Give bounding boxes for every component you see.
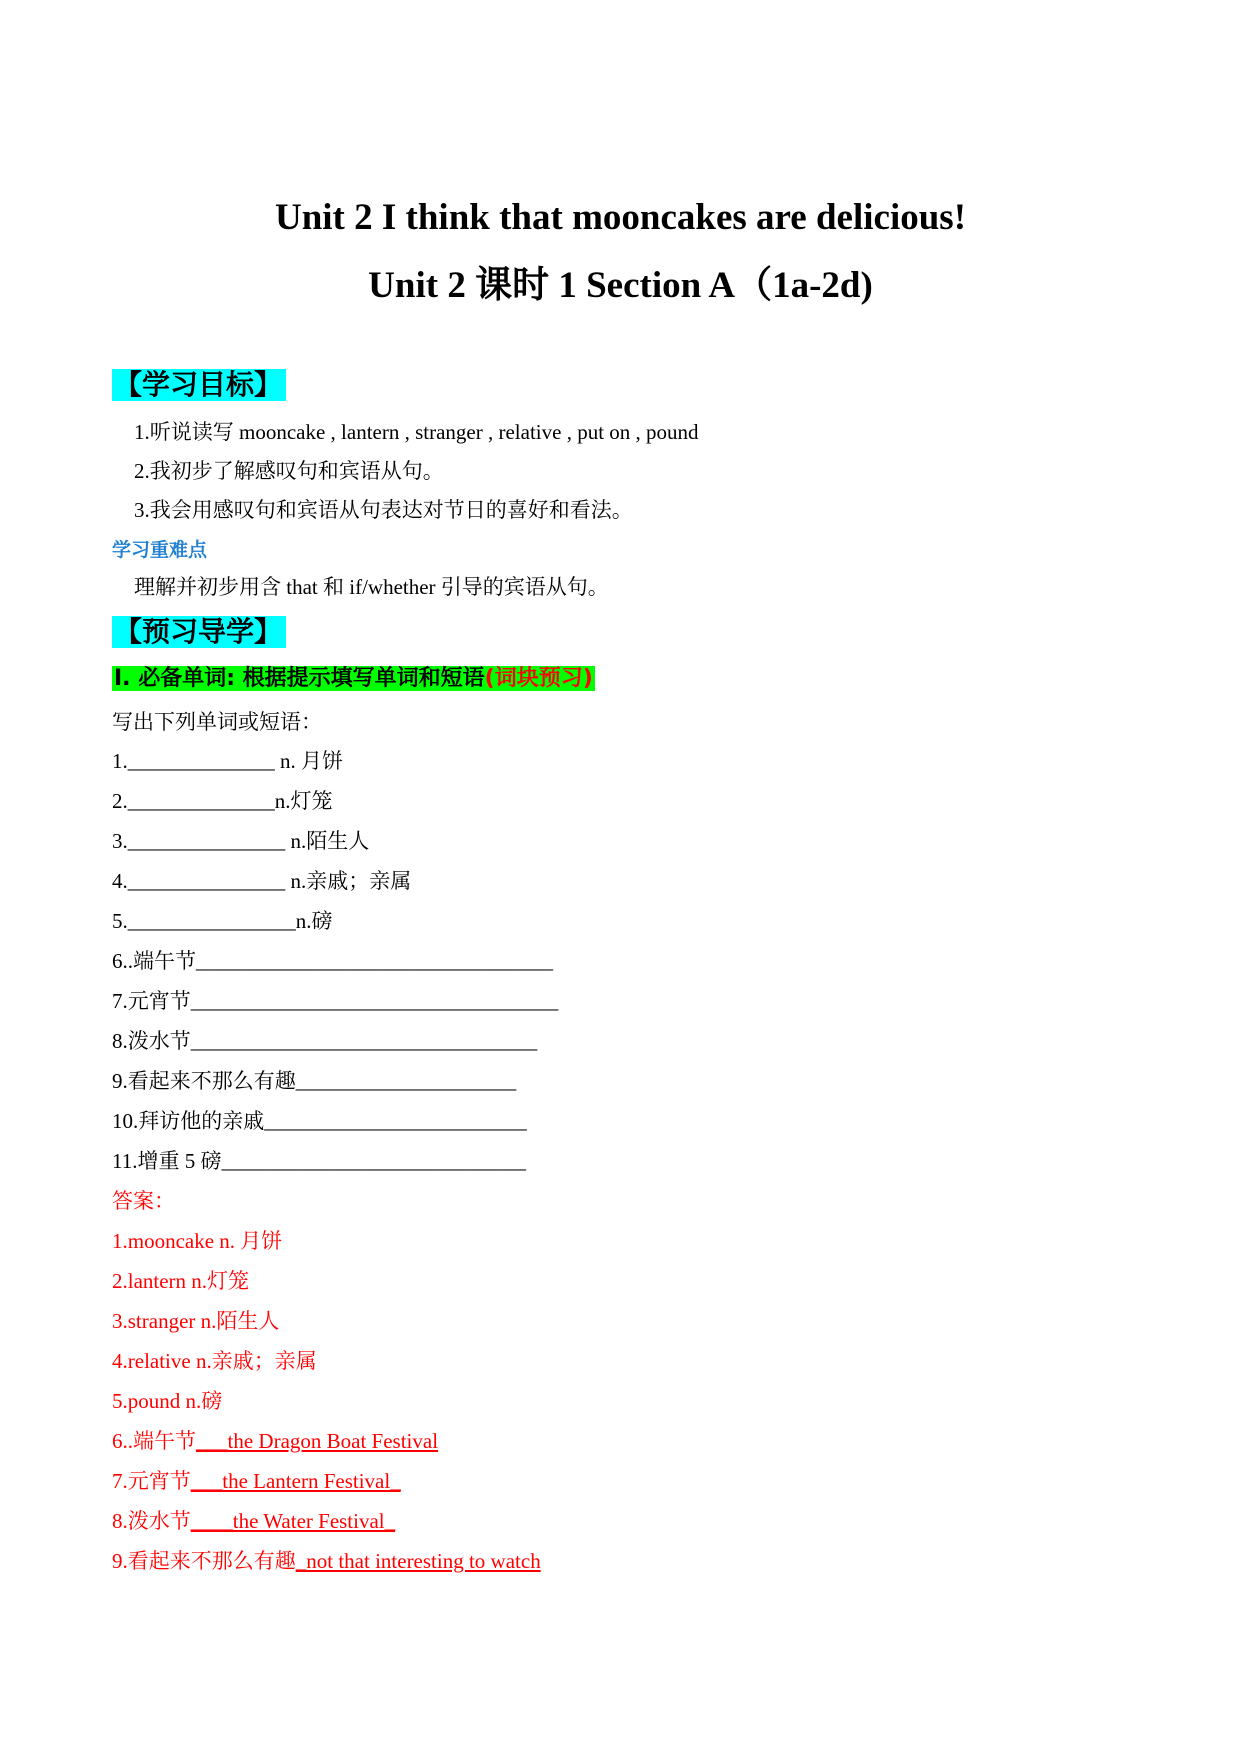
answer-item (112, 1507, 395, 1535)
exercise-item: 4._______________ n.亲戚；亲属 (112, 869, 412, 893)
answer-item (112, 1547, 541, 1575)
answer-item (112, 1387, 222, 1415)
answer-fill: ____the Water Festival_ (190, 1509, 396, 1533)
key-points-heading: 学习重难点 (112, 539, 208, 561)
objective-item: 3.我会用感叹句和宾语从句表达对节日的喜好和看法。 (134, 498, 633, 522)
answer-item (112, 1467, 401, 1495)
objective-item: 1.听说读写 mooncake , lantern , stranger , relative , put on , pound (134, 420, 699, 444)
instruction-text: 写出下列单词或短语： (112, 710, 322, 734)
answer-item (112, 1227, 282, 1255)
answer-fill: ___the Dragon Boat Festival (196, 1429, 439, 1453)
exercise-item: 10.拜访他的亲戚_________________________ (112, 1109, 527, 1133)
exercise-item: 1.______________ n. 月饼 (112, 749, 343, 773)
exercise-item: 3._______________ n.陌生人 (112, 829, 370, 853)
exercise-item: 11.增重 5 磅_____________________________ (112, 1149, 526, 1173)
answer-item (112, 1427, 438, 1455)
section-title-text: I. 必备单词: 根据提示填写单词和短语 (114, 666, 485, 691)
objectives-heading: 【学习目标】 (112, 369, 286, 401)
answer-text: 1.mooncake n. 月饼 (112, 1229, 283, 1253)
answers-label: 答案： (112, 1189, 175, 1213)
key-points-text: 理解并初步用含 that 和 if/whether 引导的宾语从句。 (134, 575, 609, 599)
section-title (112, 664, 595, 694)
unit-title: Unit 2 I think that mooncakes are delicious! (274, 197, 967, 238)
answer-text: 6..端午节 (112, 1429, 196, 1453)
answer-fill: _not that interesting to watch (295, 1549, 541, 1573)
preview-heading: 【预习导学】 (112, 616, 286, 648)
answer-text: 7.元宵节 (112, 1469, 191, 1493)
objective-item: 2.我初步了解感叹句和宾语从句。 (134, 459, 444, 483)
section-title-red: (词块预习) (484, 666, 593, 691)
answer-text: 4.relative n.亲戚；亲属 (112, 1349, 317, 1373)
answer-item (112, 1307, 279, 1335)
lesson-title: Unit 2 课时 1 Section A（1a-2d) (368, 265, 873, 306)
answer-item (112, 1267, 249, 1295)
exercise-item: 7.元宵节___________________________________ (112, 989, 559, 1013)
answer-item (112, 1347, 317, 1375)
answer-text: 8.泼水节 (112, 1509, 191, 1533)
section-title-highlight (112, 666, 595, 691)
answer-fill: ___the Lantern Festival_ (190, 1469, 401, 1493)
answer-text: 9.看起来不那么有趣 (112, 1549, 296, 1573)
exercise-item: 6..端午节__________________________________ (112, 949, 553, 973)
answer-text: 5.pound n.磅 (112, 1389, 223, 1413)
exercise-item: 8.泼水节_________________________________ (112, 1029, 538, 1053)
exercise-item: 5.________________n.磅 (112, 909, 333, 933)
answer-text: 2.lantern n.灯笼 (112, 1269, 250, 1293)
answer-text: 3.stranger n.陌生人 (112, 1309, 280, 1333)
exercise-item: 2.______________n.灯笼 (112, 789, 333, 813)
exercise-item: 9.看起来不那么有趣_____________________ (112, 1069, 517, 1093)
